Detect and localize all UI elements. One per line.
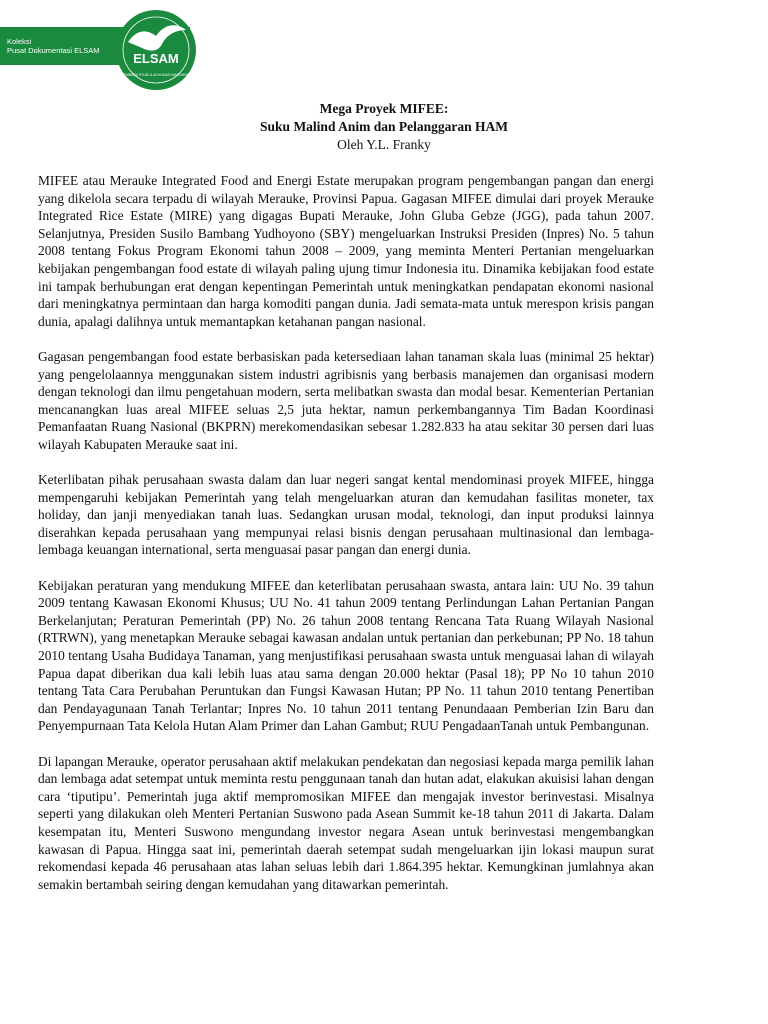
article-byline: Oleh Y.L. Franky: [337, 137, 431, 152]
paragraph-1: MIFEE atau Merauke Integrated Food and Energi Estate merupakan program pengembangan pangan dan energi yang dikelola secara terpadu di wilayah Merauke, Provinsi Papua. Gagasan MIFEE dimulai dari proyek Merauke Integrated Rice Estate (MIRE) yang digagas Bupati Merauke, John Gluba Gebze (JGG), pada tahun 2007. Selanjutnya, Presiden Susilo Bambang Yudhoyono (SBY) mengeluarkan Instruksi Presiden (Inpres) No. 5 tahun 2008 tentang Fokus Program Ekonomi tahun 2008 – 2009, yang meminta Menteri Pertanian mengeluarkan kebijakan pengembangan food estate di wilayah paling ujung timur Indonesia itu. Dinamika kebijakan food estate ini tampak berhubungan erat dengan kepentingan Pemerintah untuk meningkatkan pendapatan ekonomi nasional dari meningkatnya permintaan dan harga komoditi pangan dunia. Jadi semata-mata untuk merespon krisis pangan dunia, apalagi dalihnya untuk memantapkan ketahanan pangan nasional.: [38, 173, 654, 329]
collection-label-line2: Pusat Dokumentasi ELSAM: [7, 46, 100, 55]
collection-label-line1: Koleksi: [7, 37, 32, 46]
paragraph-5: Di lapangan Merauke, operator perusahaan aktif melakukan pendekatan dan negosiasi kepada marga pemilik lahan dan lembaga adat setempat untuk meminta restu penggunaan tanah dan hutan adat, elakukan akuisisi lahan dengan cara ‘tiputipu’. Pemerintah juga aktif mempromosikan MIFEE dan mengajak investor berinvestasi. Misalnya seperti yang dilakukan oleh Menteri Pertanian Suswono pada Asean Summit ke-18 tahun 2011 di Jakarta. Dalam kesempatan itu, Menteri Suswono mengundang investor negara Asean untuk berinvestasi mengembangkan kawasan di Papua. Hingga saat ini, pemerintah daerah setempat sudah mengeluarkan ijin lokasi maupun surat rekomendasi kepada 46 perusahaan atas lahan seluas lebih dari 1.864.395 hektar. Kemungkinan jumlahnya akan semakin bertambah seiring dengan kemudahan yang ditawarkan pemerintah.: [38, 753, 654, 892]
paragraph-3: Keterlibatan pihak perusahaan swasta dalam dan luar negeri sangat kental mendominasi proyek MIFEE, hingga mempengaruhi kebijakan Pemerintah yang telah mengeluarkan aturan dan kemudahan fasilitas moneter, tax holiday, dan janji menyediakan tanah luas. Sedangkan urusan modal, teknologi, dan input produksi lainnya diserahkan kepada perusahaan yang mempunyai relasi bisnis dengan perusahaan multinasional dan lembaga-lembaga keuangan international, serta menguasai pasar pangan dan energi dunia.: [38, 472, 654, 558]
elsam-logo-graphic: [112, 6, 200, 94]
collection-label: [7, 37, 100, 55]
logo-wordmark: ELSAM: [133, 51, 179, 66]
article-body: [38, 172, 654, 911]
logo-ring-text: LEMBAGA STUDI & ADVOKASI MASYARAKAT: [121, 73, 195, 77]
paragraph-4: Kebijakan peraturan yang mendukung MIFEE dan keterlibatan perusahaan swasta, antara lain: UU No. 39 tahun 2009 tentang Kawasan Ekonomi Khusus; UU No. 41 tahun 2009 tentang Perlindungan Lahan Pertanian Pangan Berkelanjutan; Peraturan Pemerintah (PP) No. 26 tahun 2008 tentang Rencana Tata Ruang Wilayah Nasional (RTRWN), yang menetapkan Merauke sebagai kawasan andalan untuk pertanian dan perkebunan; PP No. 18 tahun 2010 tentang Usaha Budidaya Tanaman, yang menjustifikasi perusahaan swasta untuk menguasai lahan di wilayah Papua dapat diberikan dua kali lebih luas atau sama dengan 20.000 hektar (Pasal 18); PP No 10 tahun 2010 tentang Tata Cara Perubahan Peruntukan dan Fungsi Kawasan Hutan; PP No. 11 tahun 2010 tentang Penertiban dan Pendayagunaan Tanah Terlantar; Inpres No. 10 tahun 2011 tentang Penundaaan Pemberian Izin Baru dan Penyempurnaan Tata Kelola Hutan Alam Primer dan Lahan Gambut; RUU PengadaanTanah untuk Pembangunan.: [38, 577, 654, 734]
article-title: Mega Proyek MIFEE:: [319, 101, 449, 116]
paragraph-2: Gagasan pengembangan food estate berbasiskan pada ketersediaan lahan tanaman skala luas (minimal 25 hektar) yang pengelolaannya menggunakan sistem industri agribisnis yang berbasis manajemen dan organisasi modern dengan teknologi dan ilmu pengetahuan modern, serta melibatkan swasta dan modal besar. Kementerian Pertanian mencanangkan luas areal MIFEE seluas 2,5 juta hektar, namun perkembangannya Tim Badan Koordinasi Pemanfaatan Ruang Nasional (BKPRN) merekomendasikan sebesar 1.282.833 ha atau sekitar 30 persen dari luas wilayah Kabupaten Merauke saat ini.: [38, 348, 654, 452]
article-title-block: [0, 100, 768, 154]
article-subtitle: Suku Malind Anim dan Pelanggaran HAM: [260, 119, 508, 134]
elsam-logo: [112, 6, 200, 94]
